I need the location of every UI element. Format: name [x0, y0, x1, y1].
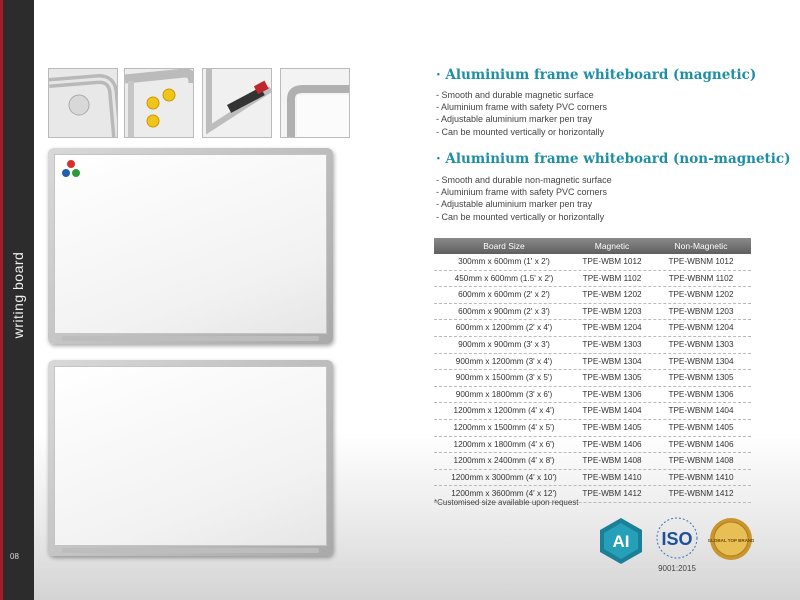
heading-nonmagnetic: · Aluminium frame whiteboard (non-magnetic): [436, 151, 791, 167]
sidebar-label: writing board: [10, 251, 26, 339]
page-number: 08: [10, 552, 19, 561]
cell-magnetic-code: TPE-WBM 1305: [582, 373, 642, 383]
thumb-corner-detail: [48, 68, 118, 138]
cell-board-size: 1200mm x 1200mm (4' x 4'): [453, 406, 555, 416]
feature-item: - Aluminium frame with safety PVC corners: [436, 187, 608, 198]
ai-badge-icon: [598, 516, 644, 566]
header-non-magnetic: Non-Magnetic: [674, 241, 728, 251]
cell-magnetic-code: TPE-WBM 1412: [582, 489, 642, 499]
table-row: [434, 387, 751, 404]
cell-non-magnetic-code: TPE-WBNM 1306: [668, 389, 734, 399]
sidebar: [0, 0, 34, 600]
feature-item: - Aluminium frame with safety PVC corners: [436, 102, 608, 113]
cell-board-size: 1200mm x 1500mm (4' x 5'): [453, 422, 555, 432]
cell-magnetic-code: TPE-WBM 1203: [582, 306, 642, 316]
table-row: [434, 420, 751, 437]
cell-magnetic-code: TPE-WBM 1408: [582, 456, 642, 466]
header-board-size: Board Size: [483, 241, 525, 251]
cell-non-magnetic-code: TPE-WBNM 1404: [668, 406, 734, 416]
features-magnetic: [436, 89, 607, 138]
cell-magnetic-code: TPE-WBM 1406: [582, 439, 642, 449]
feature-item: - Can be mounted vertically or horizontally: [436, 211, 605, 222]
cell-board-size: 1200mm x 1800mm (4' x 6'): [453, 439, 555, 449]
feature-item: - Can be mounted vertically or horizontally: [436, 126, 605, 137]
cell-board-size: 1200mm x 3600mm (4' x 12'): [451, 489, 557, 499]
cell-non-magnetic-code: TPE-WBNM 1204: [668, 323, 734, 333]
table-row: [434, 337, 751, 354]
feature-item: - Adjustable aluminium marker pen tray: [436, 114, 593, 125]
sizes-table: [434, 238, 751, 503]
cell-non-magnetic-code: TPE-WBNM 1406: [668, 439, 734, 449]
cell-board-size: 900mm x 1500mm (3' x 5'): [455, 373, 553, 383]
table-row: [434, 370, 751, 387]
cell-non-magnetic-code: TPE-WBNM 1408: [668, 456, 734, 466]
table-row: [434, 354, 751, 371]
custom-size-note: *Customised size available upon request: [434, 498, 579, 507]
iso-badge-icon: [652, 516, 702, 574]
header-magnetic: Magnetic: [594, 241, 630, 251]
cell-board-size: 900mm x 900mm (3' x 3'): [458, 339, 550, 349]
features-nonmagnetic: [436, 174, 612, 223]
cell-magnetic-code: TPE-WBM 1306: [582, 389, 642, 399]
global-top-brand-medal-icon: [708, 516, 754, 562]
pen-tray: [62, 336, 319, 341]
cell-board-size: 600mm x 900mm (2' x 3'): [458, 306, 550, 316]
cell-board-size: 1200mm x 2400mm (4' x 8'): [453, 456, 555, 466]
magnet-icon: [125, 69, 193, 137]
heading-magnetic: · Aluminium frame whiteboard (magnetic): [436, 67, 757, 83]
cell-non-magnetic-code: TPE-WBNM 1303: [668, 339, 734, 349]
frame-corner-icon: [49, 69, 117, 137]
cell-board-size: 900mm x 1200mm (3' x 4'): [455, 356, 553, 366]
thumb-magnets-detail: [124, 68, 194, 138]
cell-non-magnetic-code: TPE-WBNM 1304: [668, 356, 734, 366]
cell-magnetic-code: TPE-WBM 1102: [582, 273, 642, 283]
frame-edge-icon: [281, 69, 349, 137]
table-body: [434, 254, 751, 503]
table-row: [434, 287, 751, 304]
cell-non-magnetic-code: TPE-WBNM 1410: [668, 472, 734, 482]
table-row: [434, 304, 751, 321]
cell-non-magnetic-code: TPE-WBNM 1412: [668, 489, 734, 499]
iso-text: ISO: [661, 529, 693, 549]
table-row: [434, 403, 751, 420]
table-header: [434, 238, 751, 254]
cell-magnetic-code: TPE-WBM 1304: [582, 356, 642, 366]
cell-magnetic-code: TPE-WBM 1404: [582, 406, 642, 416]
table-row: [434, 271, 751, 288]
iso-number: 9001:2015: [658, 564, 696, 573]
cell-magnetic-code: TPE-WBM 1410: [582, 472, 642, 482]
table-row: [434, 470, 751, 487]
feature-item: - Smooth and durable magnetic surface: [436, 90, 594, 100]
thumb-frame-detail: [280, 68, 350, 138]
cell-magnetic-code: TPE-WBM 1204: [582, 323, 642, 333]
feature-item: - Adjustable aluminium marker pen tray: [436, 199, 593, 210]
cell-non-magnetic-code: TPE-WBNM 1203: [668, 306, 734, 316]
cell-magnetic-code: TPE-WBM 1012: [582, 257, 642, 266]
whiteboard-magnetic-image: [48, 148, 333, 344]
cell-board-size: 600mm x 600mm (2' x 2'): [458, 290, 550, 300]
cell-non-magnetic-code: TPE-WBNM 1305: [668, 373, 734, 383]
cell-non-magnetic-code: TPE-WBNM 1405: [668, 422, 734, 432]
medal-text: GLOBAL TOP BRAND: [708, 538, 754, 543]
thumb-pen-tray-detail: [202, 68, 272, 138]
table-row: [434, 320, 751, 337]
cell-magnetic-code: TPE-WBM 1405: [582, 422, 642, 432]
whiteboard-nonmagnetic-image: [48, 360, 333, 556]
cell-magnetic-code: TPE-WBM 1202: [582, 290, 642, 300]
cell-board-size: 300mm x 600mm (1' x 2'): [458, 257, 550, 266]
cell-board-size: 900mm x 1800mm (3' x 6'): [455, 389, 553, 399]
cell-non-magnetic-code: TPE-WBNM 1102: [668, 273, 734, 283]
magnets-icon: [60, 158, 84, 180]
cell-board-size: 1200mm x 3000mm (4' x 10'): [451, 472, 557, 482]
cell-non-magnetic-code: TPE-WBNM 1012: [668, 257, 734, 266]
table-row: [434, 254, 751, 271]
cell-board-size: 450mm x 600mm (1.5' x 2'): [454, 273, 554, 283]
sidebar-stripe: [0, 0, 3, 600]
table-row: [434, 453, 751, 470]
marker-tray-icon: [203, 69, 271, 137]
cell-board-size: 600mm x 1200mm (2' x 4'): [455, 323, 553, 333]
cell-non-magnetic-code: TPE-WBNM 1202: [668, 290, 734, 300]
pen-tray: [62, 548, 319, 553]
feature-item: - Smooth and durable non-magnetic surface: [436, 175, 612, 185]
board-surface: [54, 154, 327, 334]
board-surface: [54, 366, 327, 546]
table-row: [434, 437, 751, 454]
ai-badge-text: AI: [612, 532, 630, 551]
cell-magnetic-code: TPE-WBM 1303: [582, 339, 642, 349]
